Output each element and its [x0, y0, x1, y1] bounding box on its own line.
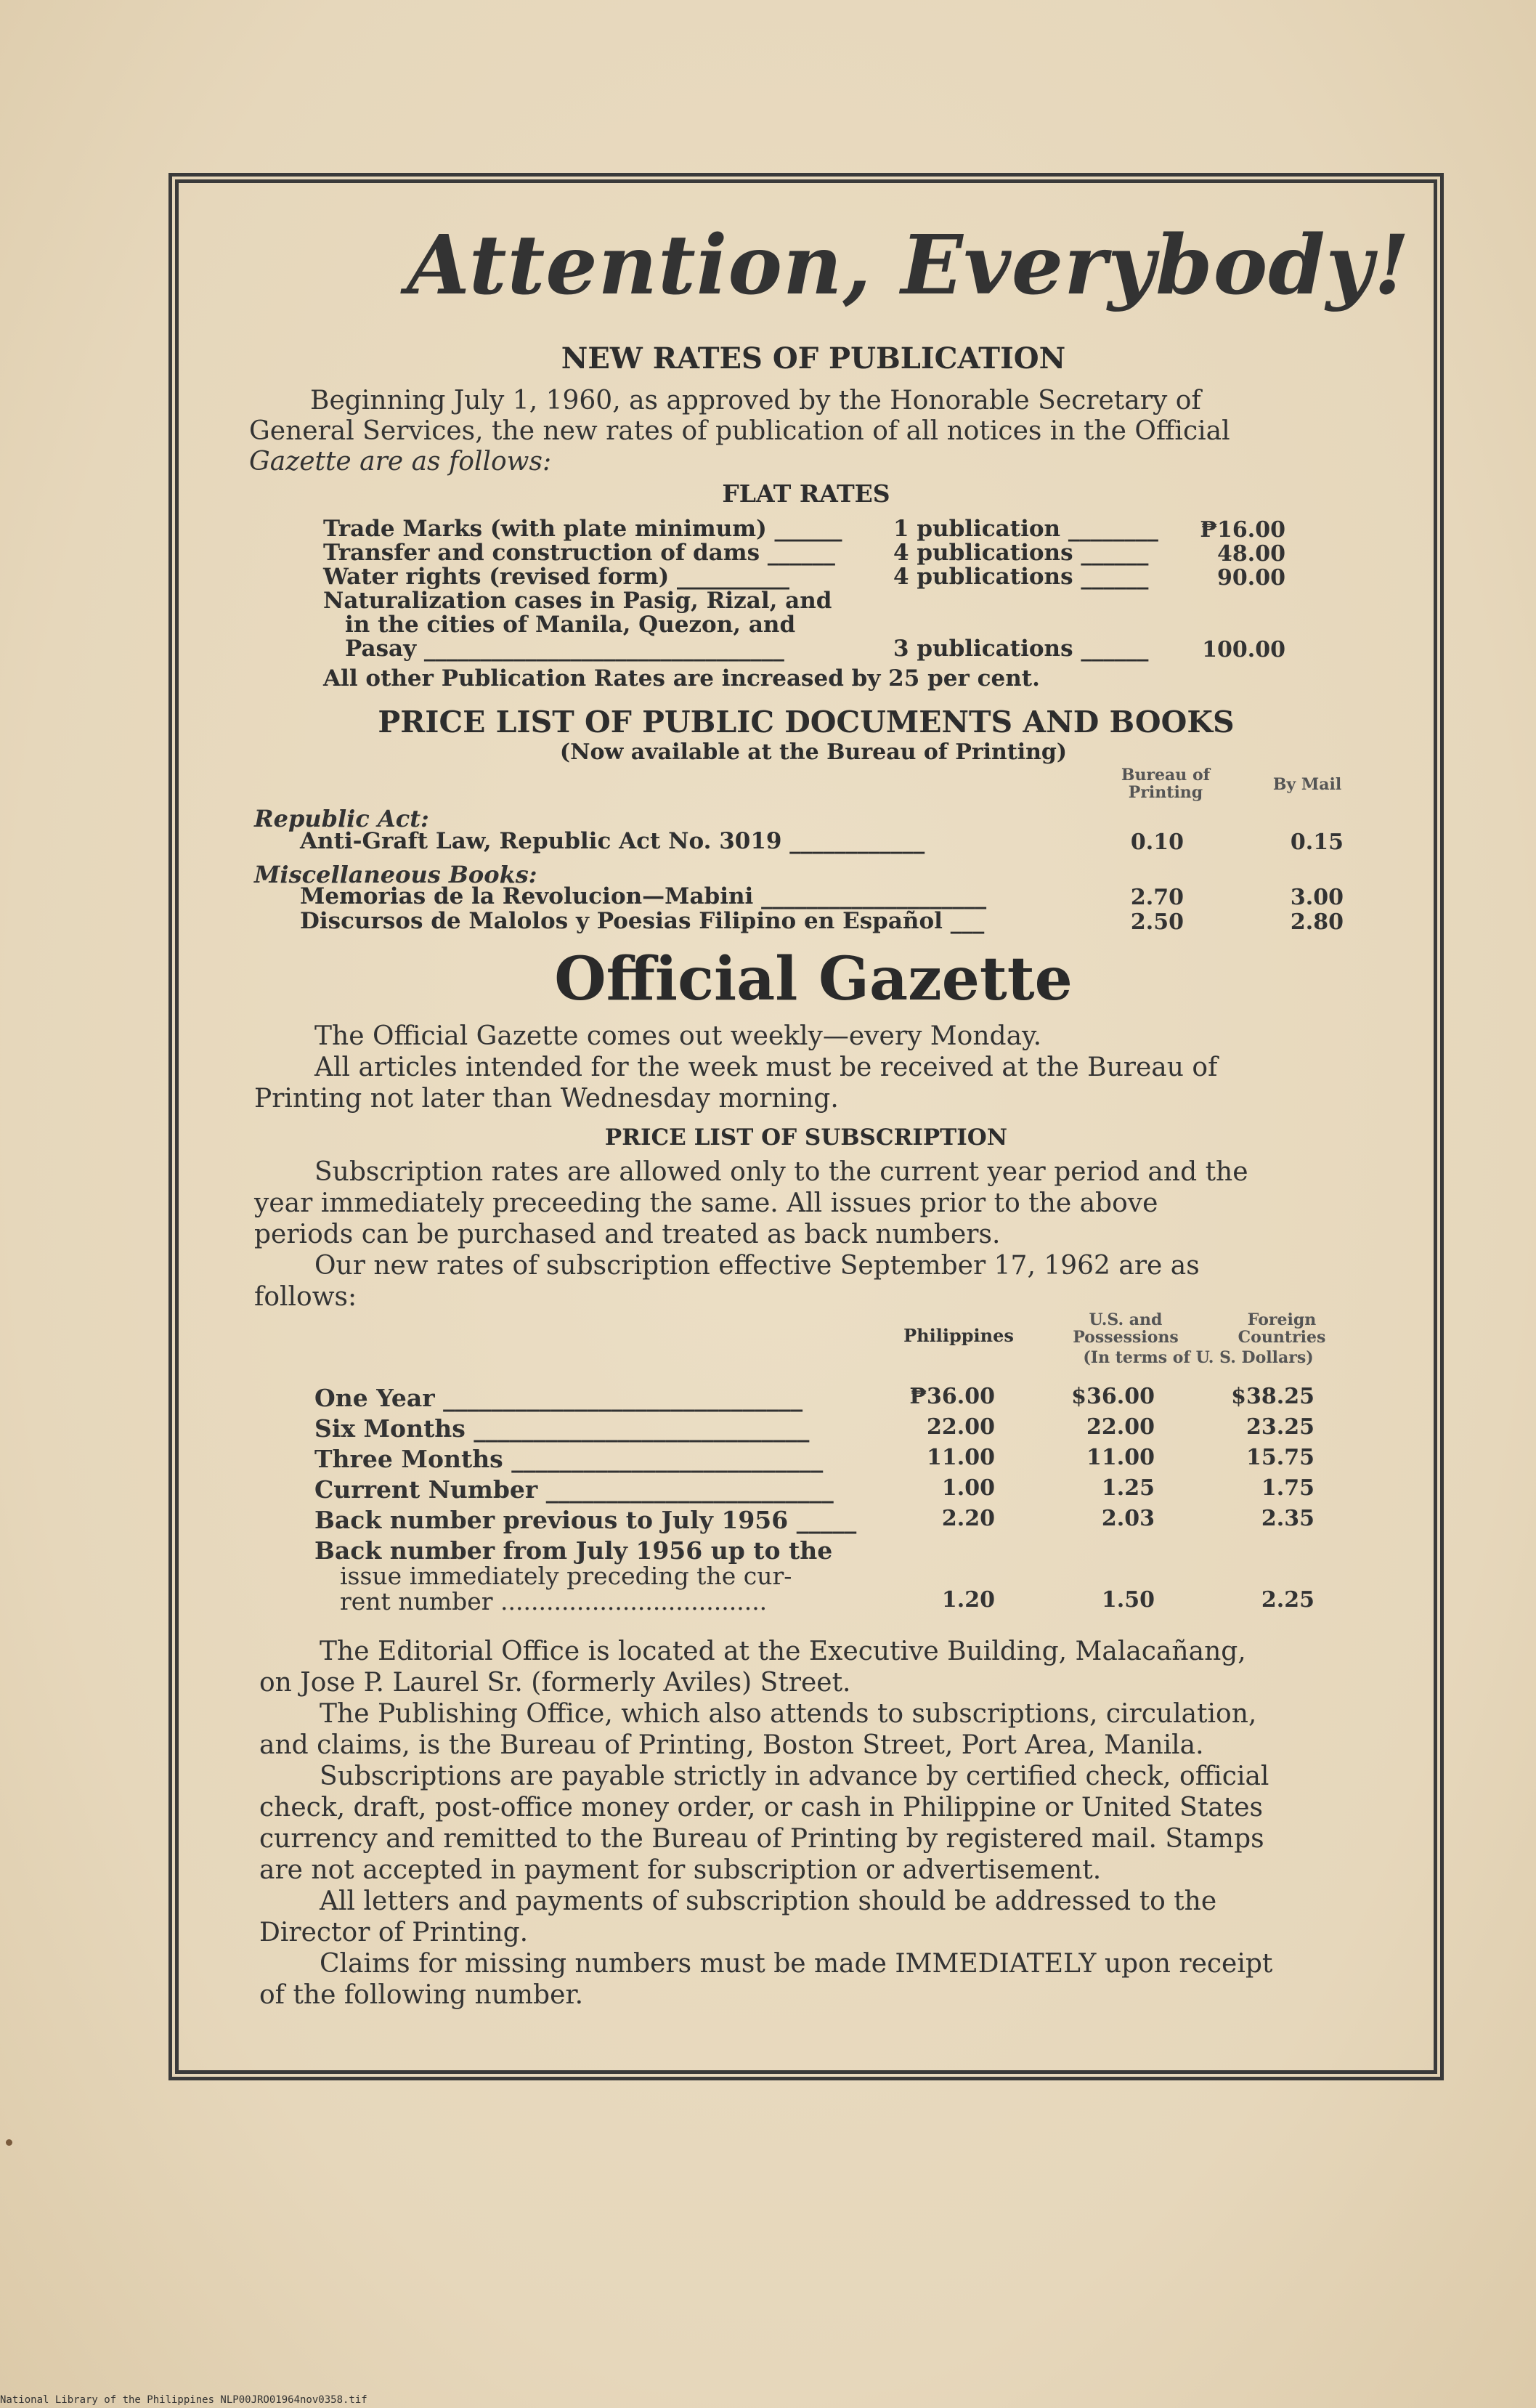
flat-rate-count: 4 publications ______ — [893, 540, 1149, 566]
intro-line-2: General Services, the new rates of publication of all notices in the Official — [249, 416, 1230, 446]
subscription-label: Back number previous to July 1956 _____ — [314, 1506, 857, 1534]
flat-rate-count: 1 publication ________ — [893, 516, 1158, 542]
subscription-us: 1.25 — [1101, 1475, 1155, 1501]
col-us-possessions: U.S. and Possessions — [1073, 1310, 1179, 1347]
flat-rate-price: 90.00 — [1217, 565, 1285, 591]
subscription-p2a: Our new rates of subscription effective September 17, 1962 are as — [314, 1251, 1200, 1281]
subscription-fc: $38.25 — [1231, 1384, 1314, 1409]
paper-speck — [6, 2139, 12, 2146]
subscription-fc: 1.75 — [1261, 1475, 1314, 1501]
new-rates-heading: NEW RATES OF PUBLICATION — [561, 341, 1066, 376]
price-item: Discursos de Malolos y Poesias Filipino en Español ___ — [300, 908, 985, 934]
col-by-mail: By Mail — [1272, 775, 1342, 794]
flat-rate-count: 4 publications ______ — [893, 564, 1149, 590]
subscription-ph: 1.20 — [941, 1587, 995, 1613]
price-mail: 0.15 — [1290, 830, 1344, 855]
subscription-label: Current Number ________________________ — [314, 1475, 834, 1504]
intro-line-3: Gazette are as follows: — [249, 447, 552, 477]
office-p1b: on Jose P. Laurel Sr. (formerly Aviles) Street. — [259, 1668, 851, 1698]
gazette-title: Official Gazette — [554, 944, 1073, 1014]
col-dollar-note: (In terms of U. S. Dollars) — [1083, 1348, 1314, 1367]
office-p5b: of the following number. — [259, 1980, 584, 2010]
col-bureau-of-printing: Bureau of Printing — [1121, 766, 1211, 802]
office-p1a: The Editorial Office is located at the Executive Building, Malacañang, — [320, 1637, 1246, 1666]
subscription-label: One Year ______________________________ — [314, 1384, 803, 1412]
subscription-p1b: year immediately preceeding the same. All issues prior to the above — [254, 1188, 1158, 1218]
page-title: Attention, Everybody! — [407, 218, 1410, 313]
subscription-p2b: follows: — [254, 1282, 357, 1312]
flat-rate-item: in the cities of Manila, Quezon, and — [345, 612, 796, 638]
subscription-fc: 2.25 — [1261, 1587, 1314, 1613]
flat-rates-note: All other Publication Rates are increased by 25 per cent. — [323, 665, 1040, 692]
subscription-us: 2.03 — [1101, 1506, 1155, 1531]
subscription-us: 1.50 — [1101, 1587, 1155, 1613]
office-p3b: check, draft, post-office money order, or cash in Philippine or United States — [259, 1793, 1264, 1823]
price-mail: 2.80 — [1290, 909, 1344, 935]
flat-rate-item: Pasay ________________________________ — [345, 636, 784, 662]
office-p5a: Claims for missing numbers must be made IMMEDIATELY upon receipt — [320, 1949, 1273, 1979]
price-mail: 3.00 — [1290, 885, 1344, 910]
gazette-p2a: All articles intended for the week must be received at the Bureau of — [314, 1053, 1218, 1082]
price-bureau: 2.70 — [1130, 885, 1184, 910]
flat-rate-price: 100.00 — [1202, 637, 1285, 662]
flat-rates-heading: FLAT RATES — [722, 479, 890, 508]
subscription-label: issue immediately preceding the cur- — [340, 1562, 792, 1590]
flat-rate-item: Trade Marks (with plate minimum) ______ — [323, 516, 842, 542]
office-p3a: Subscriptions are payable strictly in advance by certified check, official — [320, 1762, 1269, 1791]
subscription-p1a: Subscription rates are allowed only to the current year period and the — [314, 1157, 1248, 1187]
subscription-label: Three Months __________________________ — [314, 1445, 824, 1473]
price-list-subheading: (Now available at the Bureau of Printing) — [559, 739, 1068, 765]
subscription-fc: 15.75 — [1246, 1445, 1314, 1470]
subscription-ph: 22.00 — [927, 1414, 995, 1440]
subscription-heading: PRICE LIST OF SUBSCRIPTION — [604, 1124, 1008, 1151]
flat-rate-item: Naturalization cases in Pasig, Rizal, and — [323, 588, 832, 614]
scan-footer: National Library of the Philippines NLP00JRO01964nov0358.tif — [0, 2394, 367, 2406]
subscription-fc: 2.35 — [1261, 1506, 1314, 1531]
gazette-p1: The Official Gazette comes out weekly—every Monday. — [314, 1021, 1042, 1051]
intro-line-1: Beginning July 1, 1960, as approved by the Honorable Secretary of — [310, 386, 1201, 415]
price-bureau: 0.10 — [1130, 830, 1184, 855]
col-foreign-countries: Foreign Countries — [1238, 1310, 1326, 1347]
subscription-fc: 23.25 — [1246, 1414, 1314, 1440]
category-misc-books: Miscellaneous Books: — [254, 861, 537, 888]
price-item: Anti-Graft Law, Republic Act No. 3019 ____________ — [300, 828, 925, 854]
flat-rate-item: Transfer and construction of dams ______ — [323, 540, 835, 566]
price-item: Memorias de la Revolucion—Mabini ____________________ — [300, 883, 987, 909]
subscription-p1c: periods can be purchased and treated as back numbers. — [254, 1220, 1001, 1249]
office-p2a: The Publishing Office, which also attends to subscriptions, circulation, — [320, 1699, 1257, 1729]
office-p4b: Director of Printing. — [259, 1918, 529, 1947]
subscription-ph: 2.20 — [941, 1506, 995, 1531]
price-bureau: 2.50 — [1130, 909, 1184, 935]
flat-rate-price: 48.00 — [1217, 541, 1285, 567]
office-p3d: are not accepted in payment for subscription or advertisement. — [259, 1855, 1102, 1885]
subscription-label: rent number ................................... — [340, 1587, 768, 1616]
category-republic-act: Republic Act: — [254, 805, 429, 832]
flat-rate-price: ₱16.00 — [1200, 517, 1285, 543]
subscription-ph: ₱36.00 — [909, 1384, 995, 1409]
subscription-ph: 1.00 — [941, 1475, 995, 1501]
office-p3c: currency and remitted to the Bureau of Printing by registered mail. Stamps — [259, 1824, 1264, 1854]
subscription-ph: 11.00 — [927, 1445, 995, 1470]
flat-rate-count: 3 publications ______ — [893, 636, 1149, 662]
subscription-label: Back number from July 1956 up to the — [314, 1536, 833, 1565]
subscription-us: 11.00 — [1086, 1445, 1155, 1470]
office-p2b: and claims, is the Bureau of Printing, Boston Street, Port Area, Manila. — [259, 1730, 1204, 1760]
col-philippines: Philippines — [903, 1325, 1014, 1346]
flat-rate-item: Water rights (revised form) __________ — [323, 564, 790, 590]
gazette-p2b: Printing not later than Wednesday morning. — [254, 1084, 839, 1114]
subscription-us: $36.00 — [1071, 1384, 1155, 1409]
office-p4a: All letters and payments of subscription should be addressed to the — [320, 1886, 1217, 1916]
price-list-heading: PRICE LIST OF PUBLIC DOCUMENTS AND BOOKS — [378, 705, 1235, 739]
subscription-us: 22.00 — [1086, 1414, 1155, 1440]
subscription-label: Six Months ____________________________ — [314, 1414, 810, 1443]
